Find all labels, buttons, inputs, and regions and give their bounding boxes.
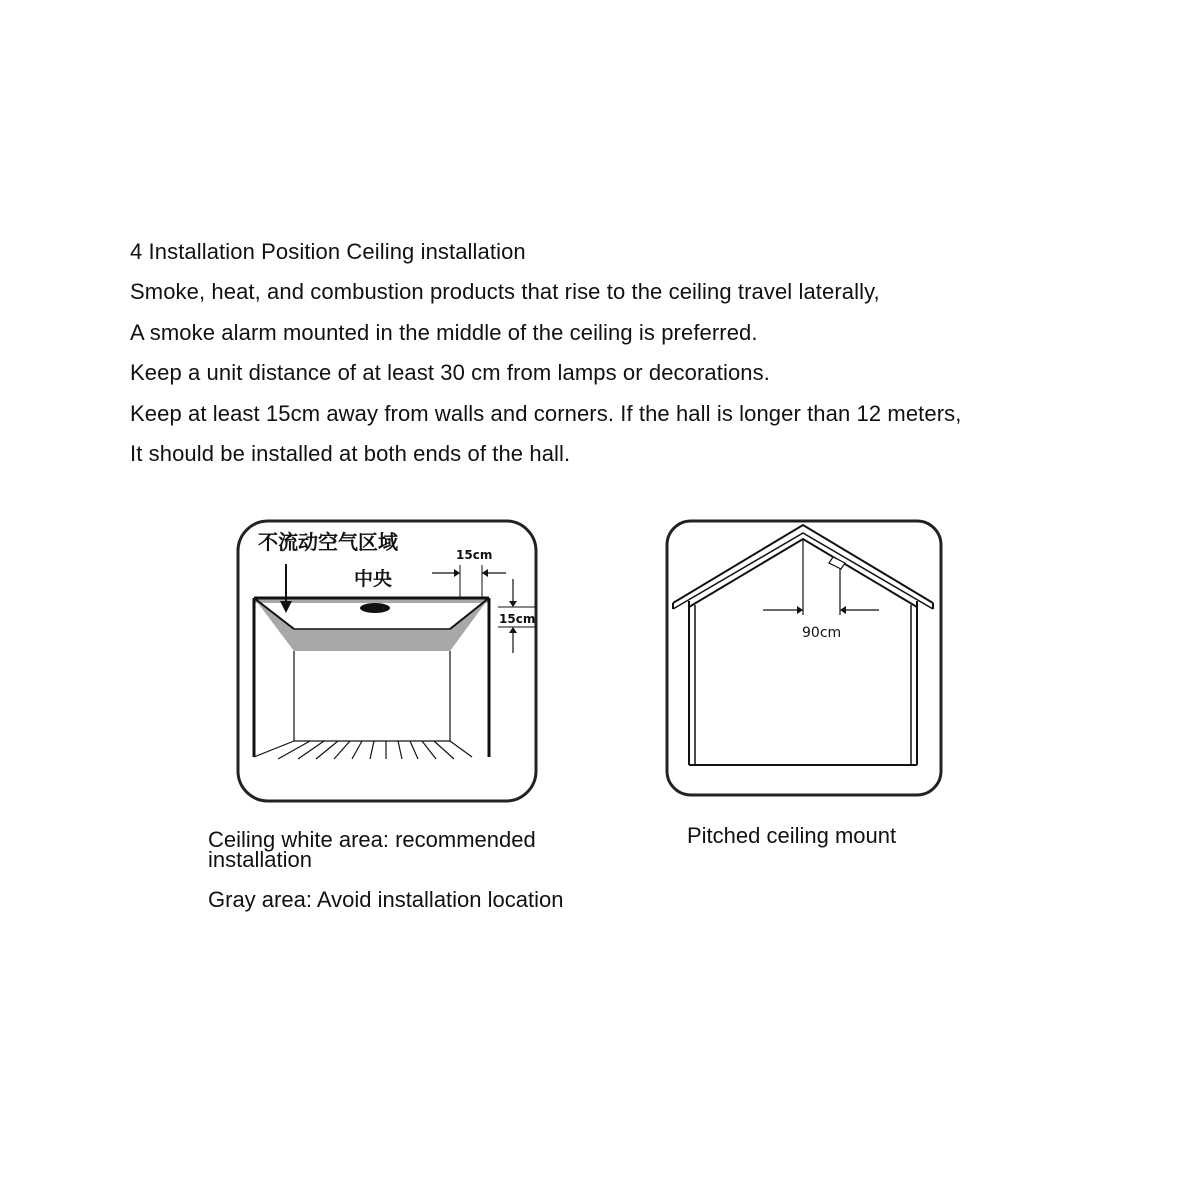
center-label: 中央	[354, 568, 393, 590]
pitched-ceiling-diagram	[665, 519, 943, 797]
wall-distance-label: 15cm	[456, 548, 493, 562]
diagram-frame	[238, 521, 536, 801]
instruction-line: Keep at least 15cm away from walls and corners. If the hall is longer than 12 meters,	[130, 400, 962, 426]
ceiling-diagram-svg	[236, 519, 538, 803]
smoke-alarm-unit	[360, 603, 390, 613]
instruction-line: Keep a unit distance of at least 30 cm from lamps or decorations.	[130, 360, 770, 386]
dead-air-zone-label: 不流动空气区域	[258, 530, 398, 554]
distance-label: 90cm	[802, 625, 842, 641]
pitched-diagram-svg	[665, 519, 943, 797]
instruction-line: Smoke, heat, and combustion products that rise to the ceiling travel laterally,	[130, 279, 880, 305]
caption-pitched-ceiling: Pitched ceiling mount	[687, 823, 897, 848]
instruction-title: 4 Installation Position Ceiling installation	[130, 239, 526, 264]
instructions-block	[130, 232, 1180, 474]
caption-avoid-area: Gray area: Avoid installation location	[208, 887, 564, 912]
caption-recommended-area: Ceiling white area: recommended installation	[208, 827, 536, 872]
diagram-frame	[667, 521, 941, 795]
instruction-line: It should be installed at both ends of the hall.	[130, 441, 571, 467]
ceiling-installation-diagram	[236, 519, 538, 803]
ceiling-distance-label: 15cm	[499, 612, 536, 626]
instruction-line: A smoke alarm mounted in the middle of the ceiling is preferred.	[130, 319, 758, 345]
